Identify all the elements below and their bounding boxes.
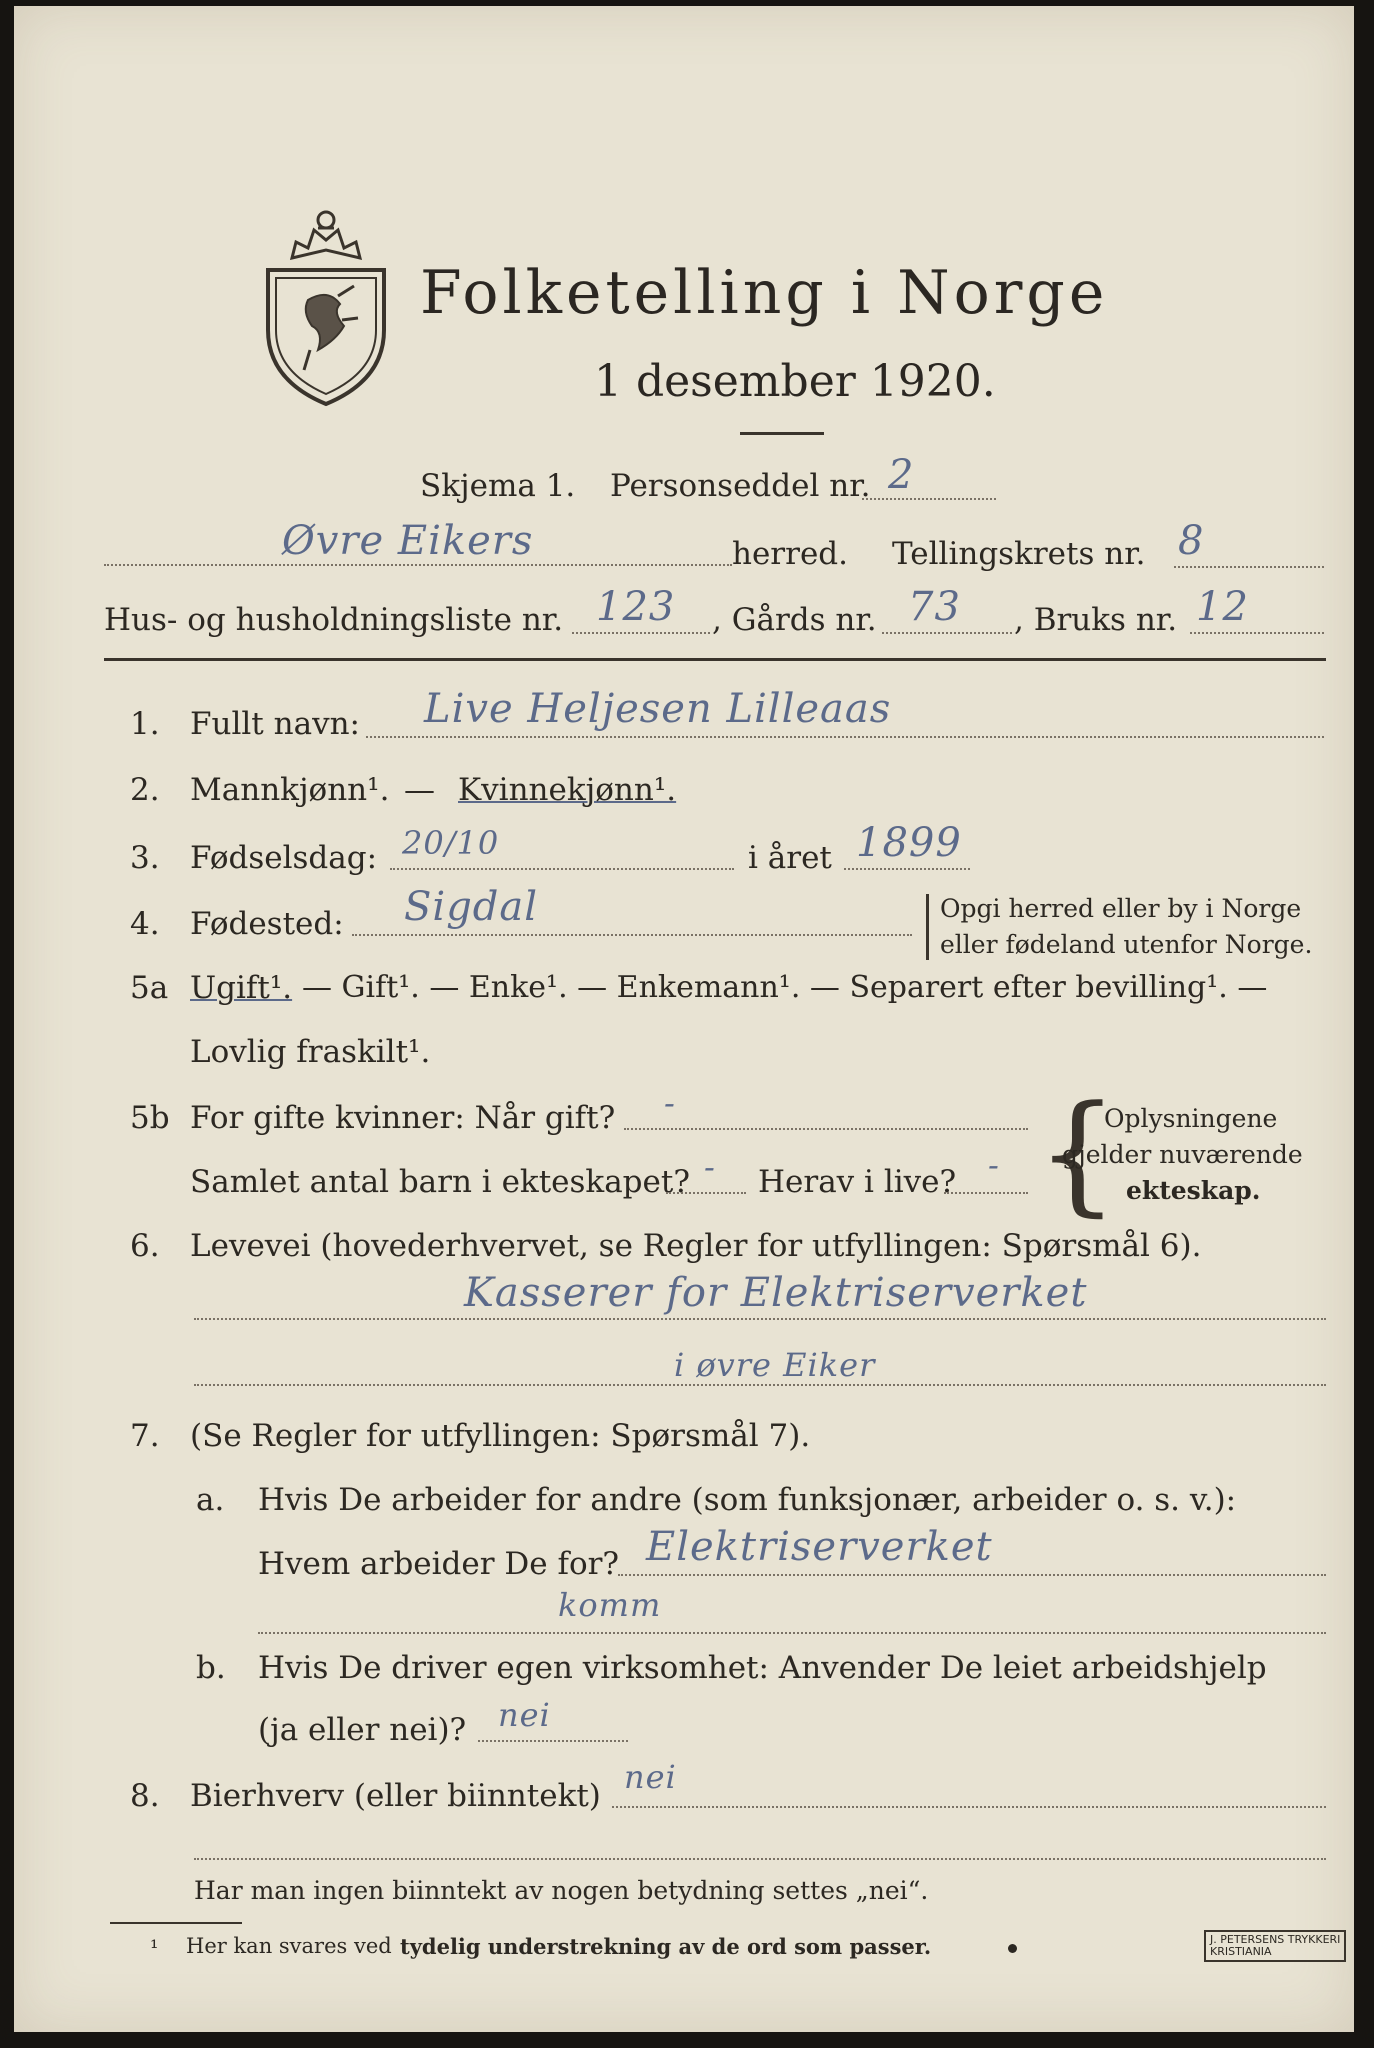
q4-line [352,934,912,936]
q8-note: Har man ingen biinntekt av nogen betydning settes „nei“. [194,1876,929,1905]
q4-note-1: Opgi herred eller by i Norge [940,894,1302,923]
hus-line [572,632,710,634]
tellingskrets-line [1174,566,1324,568]
q7-number: 7. [130,1418,160,1454]
hus-label: Hus- og husholdningsliste nr. [104,602,564,638]
q8-label: Bierhverv (eller biinntekt) [190,1778,601,1814]
q2-separator: — [404,772,435,808]
printer-stamp [1204,1930,1346,1962]
q5b-brace: { [1036,1077,1119,1229]
tellingskrets-label: Tellingskrets nr. [892,536,1146,572]
q3-year-label: i året [748,840,832,876]
divorced-option[interactable]: Lovlig fraskilt¹. [190,1034,431,1070]
marriage-date-value[interactable]: - [664,1084,676,1122]
gaards-label: , Gårds nr. [712,602,877,638]
ink-dot [1008,1944,1017,1953]
q5b-line [624,1128,1028,1130]
form-title: Folketelling i Norge [420,258,1109,328]
q5b-number: 5b [130,1100,170,1136]
q2-number: 2. [130,772,160,808]
personseddel-label: Personseddel nr. [610,468,871,504]
q7a-employer-label: Hvem arbeider De for? [258,1546,620,1582]
q5b-alive-line [944,1192,1028,1194]
birthplace-value[interactable]: Sigdal [404,884,539,930]
footnote-text: Her kan svares ved [186,1934,392,1958]
q8-line-1 [612,1806,1326,1808]
gaards-value[interactable]: 73 [908,584,961,630]
q8-line-2 [194,1858,1326,1860]
personseddel-value[interactable]: 2 [888,452,915,498]
census-date: 1 desember 1920. [594,356,996,407]
birth-date-value[interactable]: 20/10 [402,824,500,862]
hired-help-value[interactable]: nei [498,1696,551,1734]
herred-line [104,564,732,566]
title-divider [740,432,824,435]
unmarried-option[interactable]: Ugift¹. [190,970,293,1006]
full-name-value[interactable]: Live Heljesen Lilleaas [424,686,892,732]
q6-label: Levevei (hovederhvervet, se Regler for utfyllingen: Spørsmål 6). [190,1228,1202,1264]
q3-label: Fødselsdag: [190,840,378,876]
census-form [14,6,1354,2032]
q8-number: 8. [130,1778,160,1814]
q5b-alive-label: Herav i live? [758,1164,957,1200]
employer-value-2[interactable]: komm [558,1586,662,1624]
q5b-note-1: Oplysningene [1104,1104,1278,1133]
q3-number: 3. [130,840,160,876]
q6-line-2 [194,1384,1326,1386]
employer-value[interactable]: Elektriserverket [646,1524,993,1570]
q5b-label: For gifte kvinner: Når gift? [190,1100,616,1136]
q6-line-1 [194,1318,1326,1320]
bruks-label: , Bruks nr. [1014,602,1178,638]
birth-year-value[interactable]: 1899 [856,820,962,866]
footnote-emphasis: tydelig understrekning av de ord som passer. [400,1934,932,1959]
footnote-divider [110,1922,242,1924]
q5b-children-line [666,1192,746,1194]
male-option[interactable]: Mannkjønn¹. [190,772,390,808]
q5b-children-label: Samlet antal barn i ekteskapet? [190,1164,690,1200]
tellingskrets-value[interactable]: 8 [1178,518,1205,564]
hus-value[interactable]: 123 [596,584,676,630]
children-count-value[interactable]: - [704,1148,716,1186]
q6-number: 6. [130,1228,160,1264]
q7a-number: a. [196,1482,225,1518]
q1-number: 1. [130,706,160,742]
skjema-label: Skjema 1. [420,468,576,504]
q3-year-line [844,868,970,870]
q5b-note-3: ekteskap. [1126,1176,1261,1205]
q7b-label-2: (ja eller nei)? [258,1712,467,1748]
marital-status-options[interactable]: — Gift¹. — Enke¹. — Enkemann¹. — Separert efter bevilling¹. — [302,970,1268,1005]
q7a-label: Hvis De arbeider for andre (som funksjonær, arbeider o. s. v.): [258,1482,1237,1518]
side-income-value[interactable]: nei [624,1758,677,1796]
occupation-value-2[interactable]: i øvre Eiker [674,1346,876,1384]
q7b-line [478,1740,628,1742]
q4-number: 4. [130,906,160,942]
q7b-label: Hvis De driver egen virksomhet: Anvender De leiet arbeidshjelp [258,1650,1267,1686]
q1-label: Fullt navn: [190,706,360,742]
children-alive-value[interactable]: - [988,1146,1000,1184]
gaards-line [882,632,1012,634]
q1-line [366,736,1324,738]
q7a-line-1 [618,1574,1326,1576]
q4-label: Fødested: [190,906,344,942]
footnote-marker: ¹ [150,1936,159,1960]
printer-stamp-line-1: J. PETERSENS TRYKKERI [1210,1933,1341,1946]
q3-line [390,868,734,870]
q7b-number: b. [196,1650,226,1686]
bruks-value[interactable]: 12 [1196,584,1249,630]
norway-coat-of-arms-icon [258,200,394,410]
q7-label: (Se Regler for utfyllingen: Spørsmål 7). [190,1418,811,1454]
printer-stamp-line-2: KRISTIANIA [1210,1945,1272,1958]
occupation-value-1[interactable]: Kasserer for Elektriserverket [464,1270,1088,1316]
q4-brace [926,894,929,960]
personseddel-line [862,498,996,500]
q5a-number: 5a [130,970,169,1006]
female-option[interactable]: Kvinnekjønn¹. [458,772,677,808]
herred-value[interactable]: Øvre Eikers [282,518,534,564]
header-divider [104,658,1326,661]
q7a-line-2 [258,1632,1326,1634]
q5b-note-2: gjelder nuværende [1062,1140,1303,1169]
herred-label: herred. [732,536,848,572]
q4-note-2: eller fødeland utenfor Norge. [940,930,1313,959]
bruks-line [1190,632,1324,634]
